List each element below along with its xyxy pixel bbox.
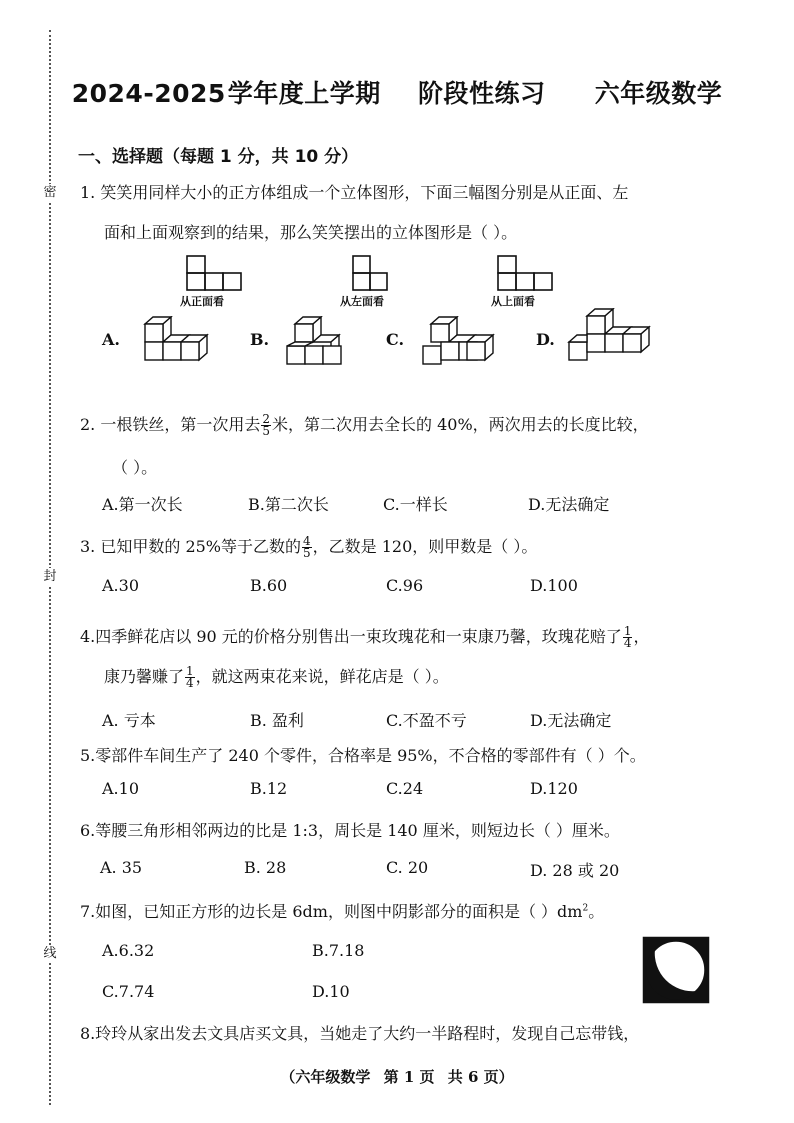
q6-line1: 6.等腰三角形相邻两边的比是 1:3，周长是 140 厘米，则短边长（ ）厘米。 xyxy=(80,821,620,840)
front-view-figure xyxy=(186,255,246,291)
q4-line2 xyxy=(104,664,449,689)
q2-option-a: A.第一次长 xyxy=(102,495,183,514)
q7-line1 xyxy=(80,899,604,922)
q7-option-c: C.7.74 xyxy=(102,982,155,1001)
q4-line2-post: ，就这两束花来说，鲜花店是（ ）。 xyxy=(195,667,449,686)
section-heading: 一、选择题（每题 1 分，共 10 分） xyxy=(78,147,359,167)
q1-option-b: B. xyxy=(250,330,270,349)
q4-line2-pre: 康乃馨赚了 xyxy=(104,667,185,686)
q3-option-c: C.96 xyxy=(386,576,424,595)
binding-char-mi: 密 xyxy=(41,184,59,202)
q5-line1: 5.零部件车间生产了 240 个零件，合格率是 95%，不合格的零部件有（ ）个。 xyxy=(80,746,646,765)
q3-text-pre: 3. 已知甲数的 25%等于乙数的 xyxy=(80,537,302,556)
q1-line2: 面和上面观察到的结果，那么笑笑摆出的立体图形是（ ）。 xyxy=(104,223,518,242)
q2-text-pre: 2. 一根铁丝，第一次用去 xyxy=(80,415,261,434)
q7-square-circle-figure xyxy=(642,936,710,1004)
q2-frac-num: 2 xyxy=(262,412,270,426)
binding-char-feng: 封 xyxy=(41,568,59,586)
q4-option-d: D.无法确定 xyxy=(530,711,612,730)
q4-frac2-num: 1 xyxy=(186,664,194,678)
q3-option-a: A.30 xyxy=(102,576,139,595)
front-view-label: 从正面看 xyxy=(180,295,224,308)
q3-option-d: D.100 xyxy=(530,576,578,595)
q7-option-b: B.7.18 xyxy=(312,941,365,960)
footer-total: 共 6 页） xyxy=(447,1068,514,1086)
q7-text-end: 。 xyxy=(588,902,605,921)
top-view-label: 从上面看 xyxy=(491,295,535,308)
q1-line1: 1. 笑笑用同样大小的正方体组成一个立体图形，下面三幅图分别是从正面、左 xyxy=(80,183,629,202)
title-term: 学年度上学期 xyxy=(227,79,381,108)
q7-text: 7.如图，已知正方形的边长是 6dm，则图中阴影部分的面积是（ ）dm xyxy=(80,902,583,921)
q6-option-c: C. 20 xyxy=(386,858,429,877)
q3-option-b: B.60 xyxy=(250,576,288,595)
q2-frac-den: 5 xyxy=(262,424,270,438)
q5-option-a: A.10 xyxy=(102,779,139,798)
q1-option-d: D. xyxy=(536,330,555,349)
q1-option-a: A. xyxy=(102,330,120,349)
q1-figure-b xyxy=(282,316,364,368)
q4-frac1-num: 1 xyxy=(623,624,632,638)
q8-line1: 8.玲玲从家出发去文具店买文具，当她走了大约一半路程时，发现自己忘带钱， xyxy=(80,1024,640,1043)
title-subject: 六年级数学 xyxy=(594,79,723,108)
q2-line2: （ ）。 xyxy=(112,458,158,477)
q7-option-a: A.6.32 xyxy=(102,941,155,960)
q3-fraction xyxy=(302,536,312,559)
q4-line1 xyxy=(80,624,649,649)
q3-text-post: ，乙数是 120，则甲数是（ ）。 xyxy=(312,537,538,556)
q5-option-b: B.12 xyxy=(250,779,288,798)
q4-option-c: C.不盈不亏 xyxy=(386,711,467,730)
top-view-figure xyxy=(497,255,557,291)
q2-text-post: 米，第二次用去全长的 40%，两次用去的长度比较， xyxy=(272,415,649,434)
q3-frac-num: 4 xyxy=(303,534,311,548)
q7-superscript: 2 xyxy=(582,903,589,914)
q5-option-d: D.120 xyxy=(530,779,578,798)
q1-figure-a xyxy=(140,316,222,362)
title-year: 2024-2025 xyxy=(71,79,226,108)
q2-option-b: B.第二次长 xyxy=(248,495,329,514)
q4-frac1-den: 4 xyxy=(623,636,632,650)
page-title xyxy=(0,74,794,110)
q3-line1 xyxy=(80,534,537,559)
q1-option-c: C. xyxy=(386,330,405,349)
q2-line1 xyxy=(80,412,649,437)
q6-option-d: D. 28 或 20 xyxy=(530,861,620,880)
q2-fraction xyxy=(261,414,271,437)
q4-fraction-1 xyxy=(623,626,633,649)
q4-frac2-den: 4 xyxy=(186,676,194,690)
footer-subject: （六年级数学 xyxy=(280,1068,371,1086)
q2-option-d: D.无法确定 xyxy=(528,495,610,514)
q7-option-d: D.10 xyxy=(312,982,350,1001)
left-view-figure xyxy=(352,255,392,291)
left-view-label: 从左面看 xyxy=(340,295,384,308)
footer-page: 第 1 页 xyxy=(383,1068,435,1086)
binding-char-xian: 线 xyxy=(41,945,59,963)
q2-option-c: C.一样长 xyxy=(383,495,448,514)
q1-figure-c xyxy=(418,316,500,368)
q4-text-post: ， xyxy=(633,627,650,646)
q4-option-a: A. 亏本 xyxy=(102,711,156,730)
q4-text-pre: 4.四季鲜花店以 90 元的价格分别售出一束玫瑰花和一束康乃馨，玫瑰花赔了 xyxy=(80,627,622,646)
q4-option-b: B. 盈利 xyxy=(250,711,304,730)
q5-option-c: C.24 xyxy=(386,779,424,798)
q6-option-a: A. 35 xyxy=(100,858,143,877)
q6-option-b: B. 28 xyxy=(244,858,287,877)
q4-fraction-2 xyxy=(185,666,195,689)
page-footer xyxy=(0,1066,794,1087)
q3-frac-den: 5 xyxy=(303,546,311,560)
q1-figure-d xyxy=(566,308,656,364)
title-exam: 阶段性练习 xyxy=(418,79,546,108)
